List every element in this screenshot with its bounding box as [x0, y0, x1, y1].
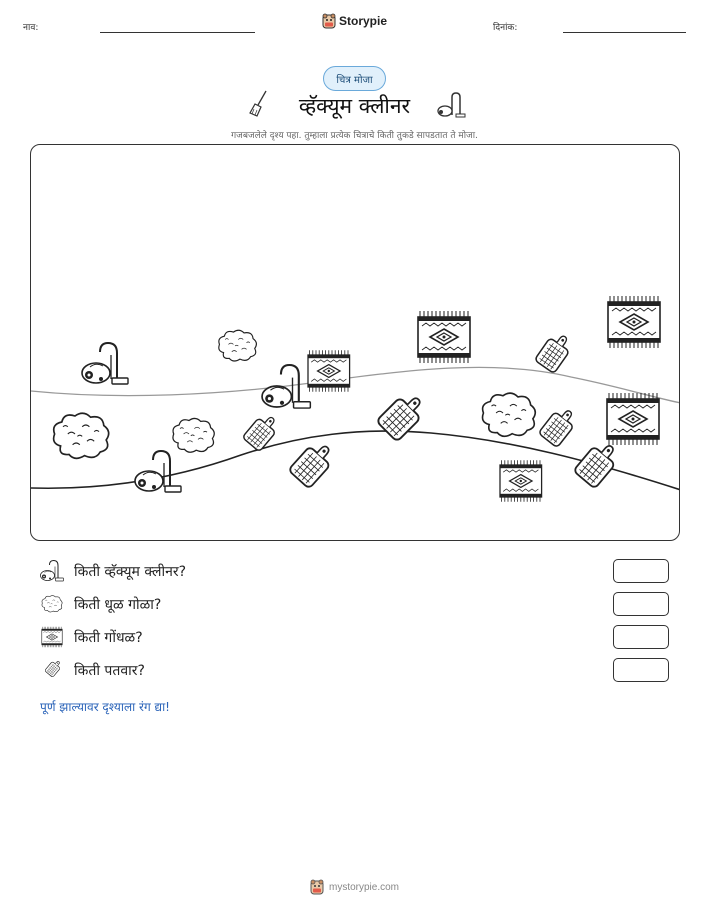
- dustpan-picture: [538, 404, 579, 447]
- question-dustpans: [40, 658, 145, 682]
- rug-picture: [418, 311, 470, 363]
- rug-picture: [608, 296, 660, 348]
- dust-ball-picture: [219, 330, 257, 361]
- name-line[interactable]: [100, 32, 255, 33]
- date-line[interactable]: [563, 32, 686, 33]
- dustpan-icon: [40, 658, 64, 682]
- rug-picture: [308, 350, 350, 392]
- answer-box-vacuum-cleaners[interactable]: [613, 559, 669, 583]
- dustpan-picture: [288, 438, 338, 489]
- dust-ball-picture: [54, 413, 109, 458]
- answer-box-dust-balls[interactable]: [613, 592, 669, 616]
- answer-box-rugs[interactable]: [613, 625, 669, 649]
- question-text: किती व्हॅक्यूम क्लीनर?: [74, 563, 187, 580]
- dust-ball-picture: [483, 393, 536, 436]
- question-text: किती पतवार?: [74, 662, 145, 679]
- rug-picture: [607, 393, 659, 445]
- answer-box-dustpans[interactable]: [613, 658, 669, 682]
- dustpan-picture: [573, 438, 622, 489]
- name-label: नाव:: [23, 23, 39, 33]
- question-rugs: [40, 625, 143, 649]
- rug-icon: [40, 625, 64, 649]
- brand-name: Storypie: [339, 14, 388, 28]
- category-pill: चित्र मोजा: [323, 66, 386, 91]
- vacuum-cleaner-picture: [135, 451, 181, 492]
- dust-ball-icon: [40, 592, 64, 616]
- question-text: किती गोंधळ?: [74, 629, 143, 646]
- date-label: दिनांक:: [493, 23, 518, 33]
- storypie-mascot-icon: [322, 13, 336, 29]
- counting-scene[interactable]: [30, 144, 680, 541]
- question-vacuum-cleaners: [40, 559, 186, 583]
- footer-site[interactable]: mystorypie.com: [328, 881, 399, 893]
- question-text: किती धूळ गोळा?: [74, 596, 162, 613]
- footer: [0, 879, 709, 895]
- vacuum-cleaner-icon: [40, 559, 64, 583]
- vacuum-cleaner-title-icon: [436, 91, 466, 119]
- color-instruction: पूर्ण झाल्यावर दृश्याला रंग द्या!: [40, 700, 170, 714]
- vacuum-cleaner-picture: [82, 343, 128, 384]
- dust-ball-picture: [173, 418, 214, 452]
- dustpan-picture: [534, 330, 574, 374]
- instructions: गजबजलेले दृश्य पहा. तुम्हाला प्रत्येक चित्राचे किती तुकडे सापडतात ते मोजा.: [231, 131, 478, 141]
- storypie-mascot-icon: [310, 879, 324, 895]
- dustpan-picture: [376, 389, 429, 442]
- rug-picture: [500, 460, 542, 502]
- storypie-logo: [322, 13, 387, 29]
- question-dust-balls: [40, 592, 161, 616]
- worksheet-title: व्हॅक्यूम क्लीनर: [298, 94, 411, 118]
